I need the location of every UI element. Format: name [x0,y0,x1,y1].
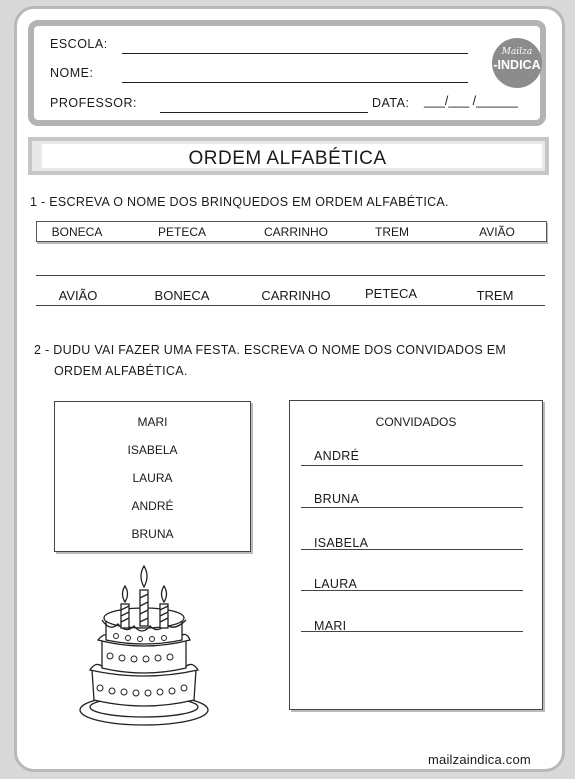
name-item: ISABELA [127,443,178,457]
birthday-cake-illustration [76,560,216,730]
toy-item: BONECA [51,225,103,239]
guests-title: CONVIDADOS [375,415,457,429]
mailza-indica-logo: Mailza -INDICA [492,38,542,88]
answer-item: PETECA [364,286,418,301]
guest-line[interactable] [301,507,523,508]
guest-name: BRUNA [314,492,360,506]
guest-name: ISABELA [314,536,369,550]
answer-item: TREM [476,288,514,303]
name-item: BRUNA [131,527,174,541]
name-item: LAURA [132,471,173,485]
answer-item: CARRINHO [261,288,331,303]
toy-item: TREM [375,225,409,239]
guest-line[interactable] [301,590,523,591]
page-title: ORDEM ALFABÉTICA [188,148,387,169]
toy-list-box [36,221,547,242]
answer-item: AVIÃO [58,288,98,303]
school-label: ESCOLA: [50,37,108,51]
guest-name: MARI [314,619,347,633]
question-1-text: 1 - ESCREVA O NOME DOS BRINQUEDOS EM ORDEM ALFABÉTICA. [30,195,449,209]
toy-item: PETECA [157,225,207,239]
question-2-line-1: 2 - DUDU VAI FAZER UMA FESTA. ESCREVA O NOME DOS CONVIDADOS EM [34,343,507,357]
guest-line[interactable] [301,631,523,632]
answer-line-top [36,275,545,276]
answer-item: BONECA [154,288,210,303]
name-label: NOME: [50,66,94,80]
guest-name: ANDRÉ [314,449,360,463]
date-label: DATA: [372,96,410,110]
header-box [28,20,546,126]
footer-website: mailzaindica.com [428,752,531,767]
name-item: ANDRÉ [131,499,174,513]
teacher-field[interactable] [160,112,368,113]
toy-item: AVIÃO [479,225,515,239]
teacher-label: PROFESSOR: [50,96,137,110]
guest-name: LAURA [314,577,358,591]
question-2-line-2: ORDEM ALFABÉTICA. [54,364,188,378]
guests-box [289,400,543,710]
answer-line-bottom [36,305,545,306]
guest-line[interactable] [301,549,523,550]
guest-line[interactable] [301,465,523,466]
names-box [54,401,251,552]
date-field[interactable]: ___/___ /______ [424,94,518,108]
school-field[interactable] [122,53,468,54]
toy-item: CARRINHO [263,225,329,239]
name-field[interactable] [122,82,468,83]
name-item: MARI [137,415,168,429]
